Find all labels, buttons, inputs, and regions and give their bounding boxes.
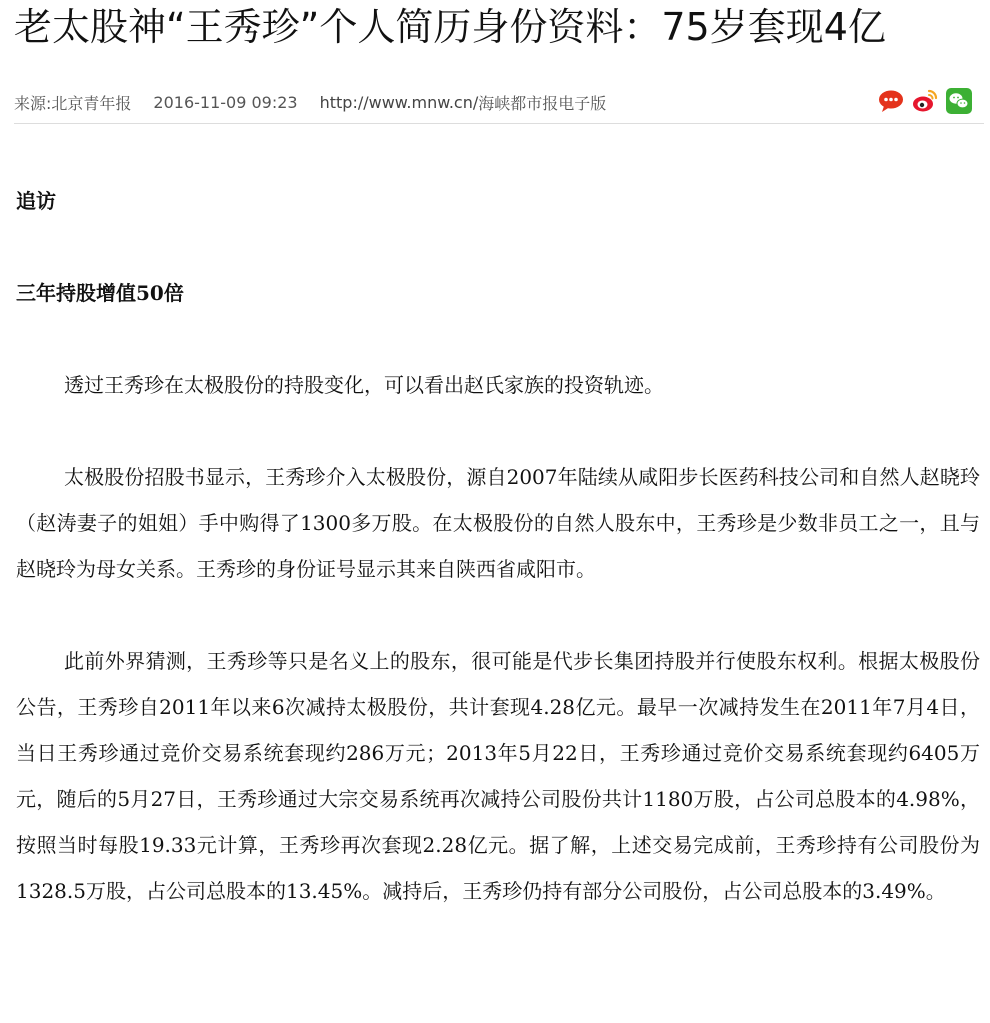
- article-meta: [14, 90, 628, 114]
- weibo-icon[interactable]: [912, 88, 938, 114]
- sub-heading: 三年持股增值50倍: [16, 281, 184, 305]
- publication-name: 海峡都市报电子版: [478, 93, 607, 113]
- source-url-link[interactable]: http://www.mnw.cn/: [319, 92, 479, 112]
- source-label: 来源:北京青年报: [14, 93, 132, 113]
- wechat-icon[interactable]: [946, 88, 972, 114]
- paragraph: 太极股份招股书显示，王秀珍介入太极股份，源自2007年陆续从咸阳步长医药科技公司和自然人赵晓玲（赵涛妻子的姐姐）手中购得了1300多万股。在太极股份的自然人股东中，王秀珍是少数非员工之一，且与赵晓玲为母女关系。王秀珍的身份证号显示其来自陕西省咸阳市。: [16, 465, 980, 581]
- share-bar: [878, 88, 972, 114]
- article-title: 老太股神“王秀珍”个人简历身份资料：75岁套现4亿: [14, 5, 886, 49]
- comment-icon[interactable]: [878, 88, 904, 114]
- header-divider: [14, 123, 984, 124]
- section-heading: 追访: [16, 189, 56, 213]
- article-body: [16, 178, 980, 914]
- paragraph: 此前外界猜测，王秀珍等只是名义上的股东，很可能是代步长集团持股并行使股东权利。根据太极股份公告，王秀珍自2011年以来6次减持太极股份，共计套现4.28亿元。最早一次减持发生在2011年7月4日，当日王秀珍通过竞价交易系统套现约286万元；2013年5月22日，王秀珍通过竞价交易系统套现约6405万元，随后的5月27日，王秀珍通过大宗交易系统再次减持公司股份共计1180万股，占公司总股本的4.98%，按照当时每股19.33元计算，王秀珍再次套现2.28亿元。据了解，上述交易完成前，王秀珍持有公司股份为1328.5万股，占公司总股本的13.45%。减持后，王秀珍仍持有部分公司股份，占公司总股本的3.49%。: [16, 649, 980, 903]
- publish-datetime: 2016-11-09 09:23: [153, 92, 298, 112]
- paragraph: 透过王秀珍在太极股份的持股变化，可以看出赵氏家族的投资轨迹。: [64, 373, 664, 397]
